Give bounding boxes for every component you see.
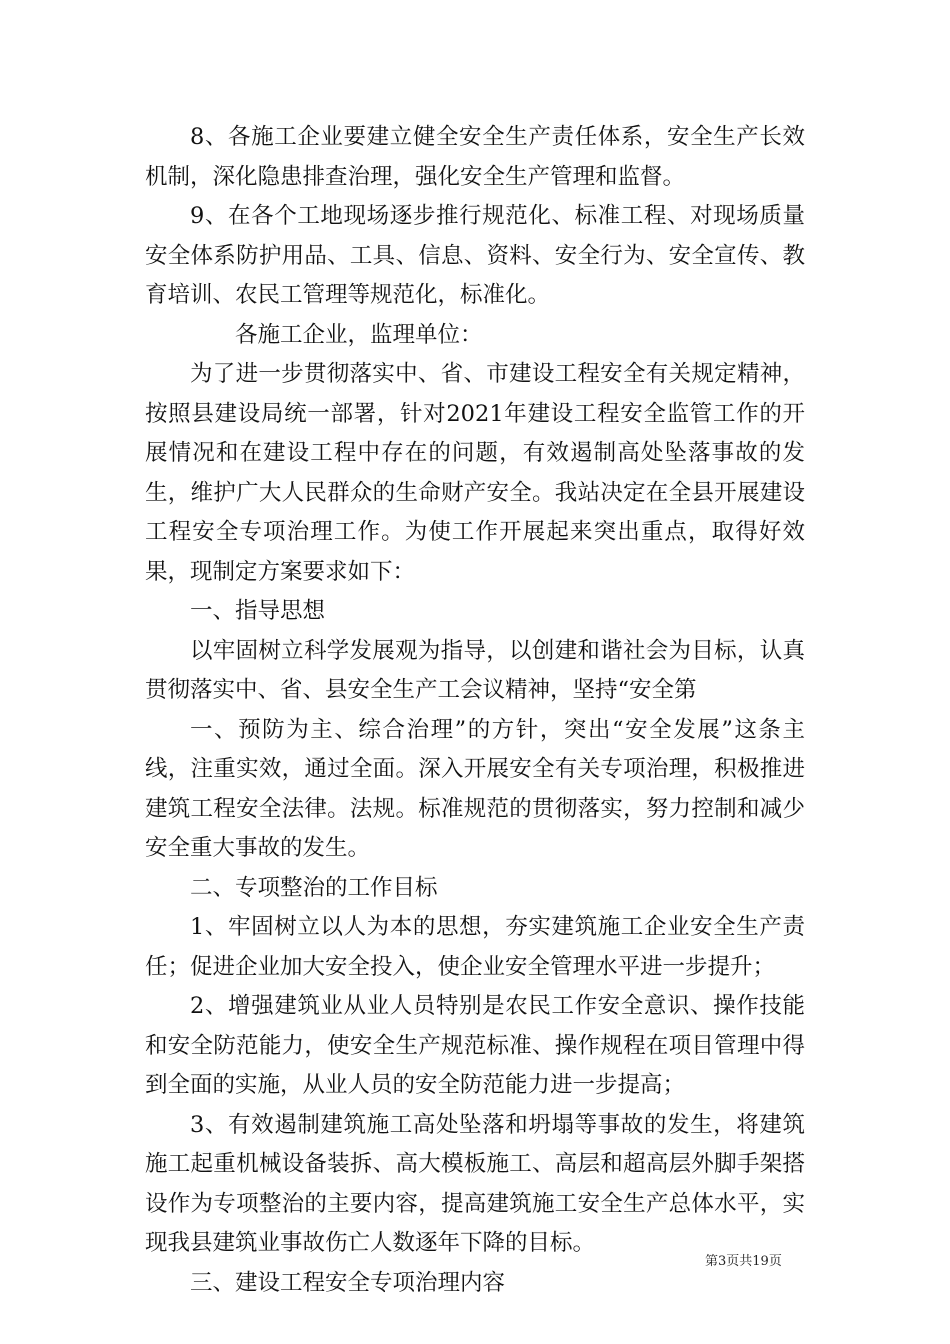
paragraph-item-8: 8、各施工企业要建立健全安全生产责任体系，安全生产长效机制，深化隐患排查治理，强化安全生产管理和监督。: [145, 124, 805, 190]
section-heading-work-goals: 二、专项整治的工作目标: [190, 874, 438, 901]
paragraph-goal-2: 2、增强建筑业从业人员特别是农民工作安全意识、操作技能和安全防范能力，使安全生产规范标准、操作规程在项目管理中得到全面的实施，从业人员的安全防范能力进一步提高；: [145, 993, 805, 1098]
paragraph-item-9: 9、在各个工地现场逐步推行规范化、标准工程、对现场质量安全体系防护用品、工具、信息、资料、安全行为、安全宣传、教育培训、农民工管理等规范化，标准化。: [145, 203, 805, 308]
paragraph-policy: 一、预防为主、综合治理”的方针，突出“安全发展”这条主线，注重实效，通过全面。深入开展安全有关专项治理，积极推进建筑工程安全法律。法规。标准规范的贯彻落实，努力控制和减少安全重大事故的发生。: [145, 716, 805, 861]
salutation-line: 各施工企业，监理单位：: [235, 321, 483, 348]
page-number: 第3页共19页: [705, 1254, 782, 1269]
section-heading-guiding-ideology: 一、指导思想: [190, 598, 326, 624]
section-heading-governance-content: 三、建设工程安全专项治理内容: [190, 1269, 506, 1296]
paragraph-guiding-ideology: 以牢固树立科学发展观为指导，以创建和谐社会为目标，认真贯彻落实中、省、县安全生产工会议精神，坚持“安全第: [145, 637, 805, 703]
paragraph-goal-1: 1、牢固树立以人为本的思想，夯实建筑施工企业安全生产责任；促进企业加大安全投入，使企业安全管理水平进一步提升；: [145, 914, 805, 980]
paragraph-goal-3: 3、有效遏制建筑施工高处坠落和坍塌等事故的发生，将建筑施工起重机械设备装拆、高大模板施工、高层和超高层外脚手架搭设作为专项整治的主要内容，提高建筑施工安全生产总体水平，实现我县建筑业事故伤亡人数逐年下降的目标。: [145, 1111, 805, 1256]
document-body: [145, 118, 805, 1303]
paragraph-intro: 为了进一步贯彻落实中、省、市建设工程安全有关规定精神，按照县建设局统一部署，针对2021年建设工程安全监管工作的开展情况和在建设工程中存在的问题，有效遏制高处坠落事故的发生，维护广大人民群众的生命财产安全。我站决定在全县开展建设工程安全专项治理工作。为使工作开展起来突出重点，取得好效果，现制定方案要求如下：: [145, 361, 805, 585]
